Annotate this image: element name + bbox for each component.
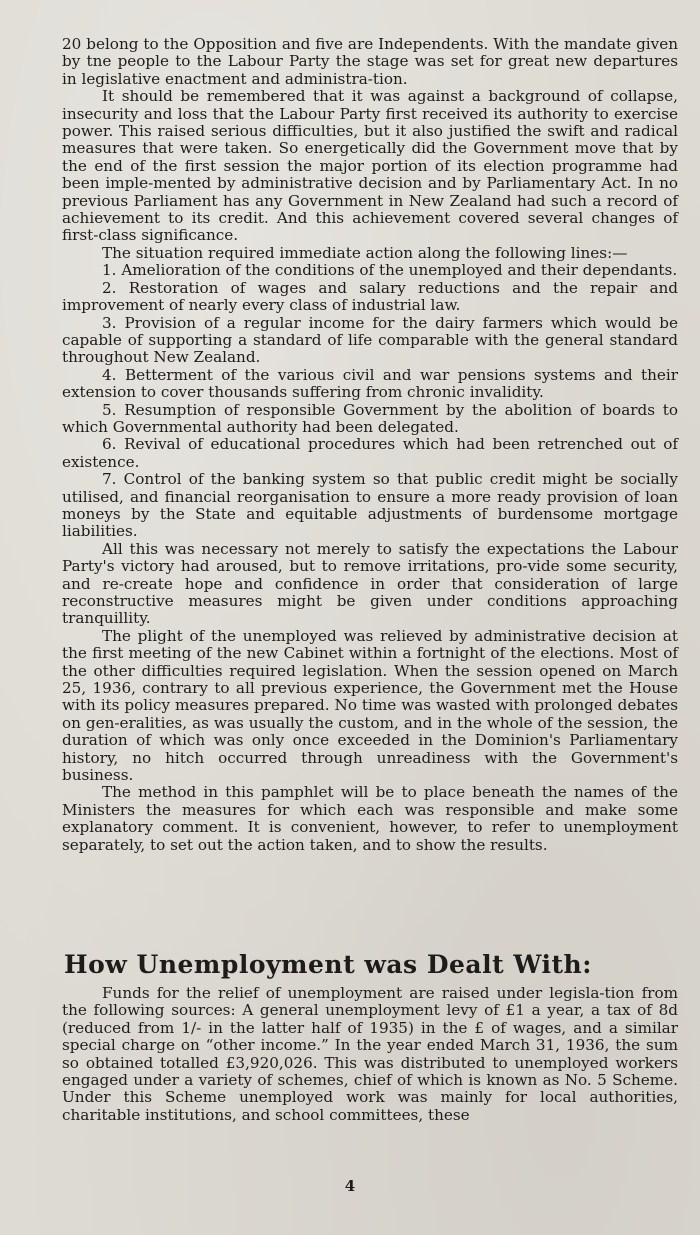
section-text <box>62 985 678 1124</box>
list-item-4: 4. Betterment of the various civil and war pensions systems and their extension to cover thousands suffering from chronic invalidity. <box>62 365 678 402</box>
page-number: 4 <box>344 1177 356 1195</box>
body-text <box>62 36 678 854</box>
paragraph-funds: Funds for the relief of unemployment are raised under legisla-tion from the following sources: A general unemployment levy of £1 a year, a tax of 8d (reduced from 1/- in the latter half of 1935) in the £ of wages, and a similar special charge on “other income.” In the year ended March 31, 1936, the sum so obtained totalled £3,920,026. This was distributed to unemployed workers engaged under a variety of schemes, chief of which is known as No. 5 Scheme. Under this Scheme unemployed work was mainly for local authorities, charitable institutions, and school committees, these <box>62 984 678 1124</box>
paragraph-method: The method in this pamphlet will be to place beneath the names of the Ministers the measures for which each was responsible and make some explanatory comment. It is convenient, however, to refer to unemployment separately, to set out the action taken, and to show the results. <box>62 783 678 854</box>
paragraph-background: It should be remembered that it was against a background of collapse, insecurity and loss that the Labour Party first received its authority to exercise power. This raised serious difficulties, but it also justified the swift and radical measures that were taken. So energetically did the Government move that by the end of the first session the major portion of its election programme had been imple-mented by administrative decision and by Parliamentary Act. In no previous Parliament has any Government in New Zealand had such a record of achievement to its credit. And this achievement covered several changes of first-class significance. <box>62 87 678 245</box>
list-item-2: 2. Restoration of wages and salary reductions and the repair and improvement of nearly every class of industrial law. <box>62 278 678 315</box>
paragraph-opening: 20 belong to the Opposition and five are Independents. With the mandate given by tne people to the Labour Party the stage was set for great new departures in legislative enactment and administra-tion. <box>62 35 678 88</box>
paragraph-necessity: All this was necessary not merely to satisfy the expectations the Labour Party's victory had aroused, but to remove irritations, pro-vide some security, and re-create hope and confidence in order that consideration of large reconstructive measures might be given under conditions approaching tranquillity. <box>62 539 678 628</box>
list-item-7: 7. Control of the banking system so that public credit might be socially utilised, and financial reorganisation to ensure a more ready provision of loan moneys by the State and equitable adjustments of burdensome mortgage liabilities. <box>62 470 678 541</box>
list-item-6: 6. Revival of educational procedures which had been retrenched out of existence. <box>62 435 678 471</box>
paragraph-unemployed-plight: The plight of the unemployed was relieved by administrative decision at the first meeting of the new Cabinet within a fortnight of the elections. Most of the other difficulties required legislation. When the session opened on March 25, 1936, contrary to all previous experience, the Government met the House with its policy measures prepared. No time was wasted with prolonged debates on gen-eralities, as was usually the custom, and in the whole of the session, the duration of which was only once exceeded in the Dominion's Parliamentary history, no hitch occurred through unreadiness with the Government's business. <box>62 626 678 785</box>
list-item-1: 1. Amelioration of the conditions of the unemployed and their dependants. <box>102 261 678 280</box>
list-item-5: 5. Resumption of responsible Government by the abolition of boards to which Governmental authority had been delegated. <box>62 400 678 436</box>
list-item-3: 3. Provision of a regular income for the dairy farmers which would be capable of supporting a standard of life comparable with the general standard throughout New Zealand. <box>62 313 678 367</box>
paragraph-situation: The situation required immediate action along the following lines:— <box>102 243 628 262</box>
section-heading: How Unemployment was Dealt With: <box>64 950 592 979</box>
